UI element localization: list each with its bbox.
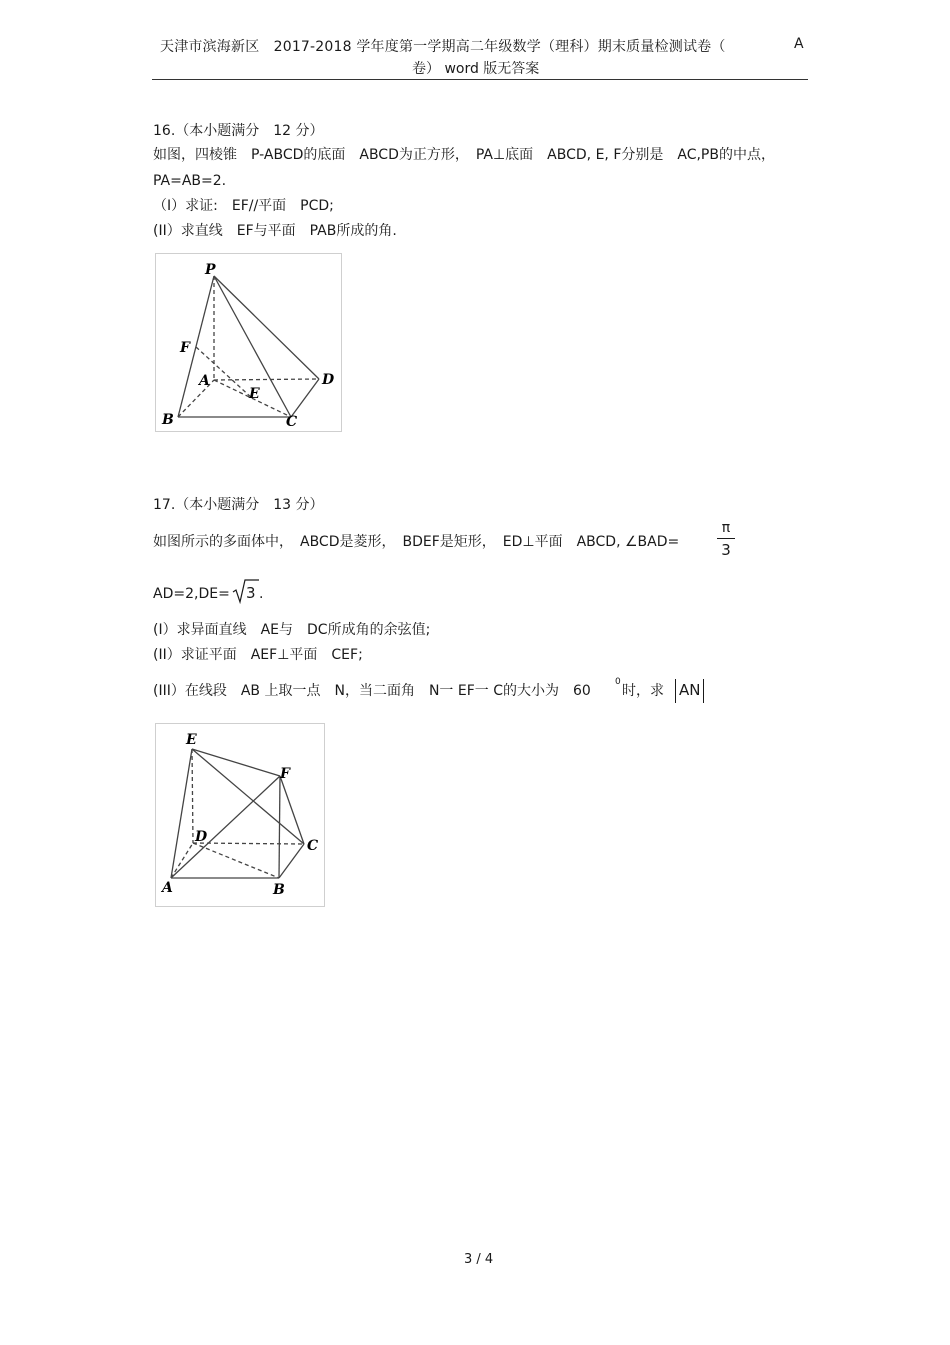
q16-label-E: E [249, 386, 260, 402]
q17-abs-content: AN [679, 681, 701, 699]
q16-label-B: B [162, 412, 174, 428]
q17-part3: (III）在线段 AB 上取一点 N，当二面角 N一 EF一 C的大小为 60 [153, 683, 591, 699]
header-title-tail: A [794, 36, 804, 52]
q17-sqrt [232, 578, 260, 604]
q16-statement-line2: PA=AB=2. [153, 173, 227, 189]
q17-part3-cont: 时，求 [622, 683, 664, 699]
q16-label-D: D [322, 372, 335, 388]
q16-title: 16.（本小题满分 12 分） [153, 123, 324, 139]
q17-statement-line2: AD=2,DE= [153, 586, 230, 602]
header-title-line1: 天津市滨海新区 2017-2018 学年度第一学期高二年级数学（理科）期末质量检测试卷（ [160, 39, 726, 55]
q17-label-B: B [273, 882, 285, 898]
q16-part2: (II）求直线 EF与平面 PAB所成的角. [153, 223, 397, 239]
q16-label-F: F [180, 340, 190, 356]
q16-statement-line1: 如图，四棱锥 P-ABCD的底面 ABCD为正方形， PA⊥底面 ABCD, E, F分别是 AC,PB的中点， [153, 147, 775, 163]
q17-fraction-bar [717, 538, 735, 539]
q17-fraction-numerator: π [721, 520, 731, 536]
q17-label-A: A [162, 880, 173, 896]
q17-abs-value [675, 679, 704, 703]
q16-pyramid-figure [155, 253, 342, 432]
page-number: 3 / 4 [464, 1252, 494, 1267]
q17-label-F: F [280, 766, 290, 782]
q17-label-E: E [186, 732, 197, 748]
q17-part2: (II）求证平面 AEF⊥平面 CEF; [153, 647, 363, 663]
q17-part3-superscript: 0 [615, 677, 621, 687]
q17-polyhedron-figure [155, 723, 325, 907]
q17-statement-line1: 如图所示的多面体中， ABCD是菱形， BDEF是矩形， ED⊥平面 ABCD, ∠BAD= [153, 534, 680, 550]
q16-label-C: C [286, 414, 298, 430]
q17-sqrt-value: 3 [246, 584, 256, 602]
q17-fraction-denominator: 3 [721, 541, 731, 559]
q17-title: 17.（本小题满分 13 分） [153, 497, 324, 513]
q16-part1: （I）求证: EF//平面 PCD; [153, 198, 334, 214]
q17-part1: (I）求异面直线 AE与 DC所成角的余弦值; [153, 622, 431, 638]
header-title-line2: 卷） word 版无答案 [412, 61, 540, 77]
q17-statement-line2-end: . [259, 586, 264, 602]
q17-angle-fraction [717, 520, 735, 559]
q16-label-P: P [205, 262, 216, 278]
q16-label-A: A [199, 373, 210, 389]
q17-label-D: D [195, 829, 208, 845]
header-divider [152, 79, 808, 80]
q17-label-C: C [307, 838, 319, 854]
